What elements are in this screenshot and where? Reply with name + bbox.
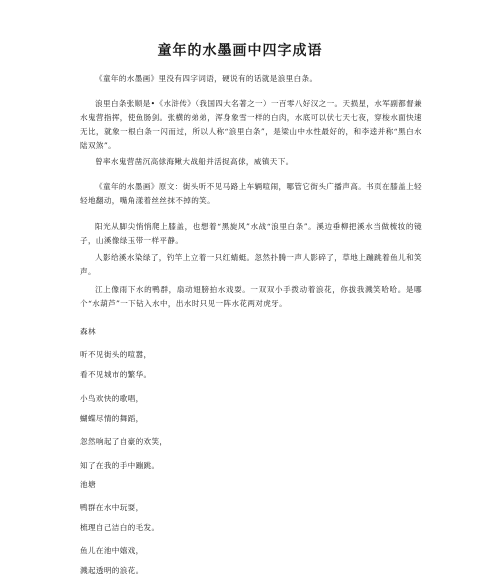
poem-line: 忽然响起了自豪的欢笑， [80, 437, 168, 446]
paragraph-river: 江上像雨下水的鸭群，扇动翅膀拍水戏耍。一双双小手拨动着浪花，你拔我溅笑哈哈。是哪个“水葫芦”一下钻入水中，出水时只见一阵水花两对虎牙。 [80, 285, 422, 308]
poem-line: 溅起透明的浪花。 [80, 566, 144, 575]
poem-line: 蝴蝶尽情的舞蹈， [80, 414, 144, 423]
poem-line: 鸭群在水中玩耍， [80, 503, 144, 512]
poem-heading-pond: 池塘 [80, 480, 96, 489]
poem-line: 梳理自己洁白的毛发。 [80, 523, 160, 532]
poem-line: 看不见城市的繁华。 [80, 370, 152, 379]
poem-heading-forest: 森林 [80, 327, 96, 336]
paragraph-sunshine: 阳光从脚尖悄悄爬上膝盖，也想着“黑旋风”水战“浪里白条”。溪边垂柳把溪水当做梳妆的镜子，山溪像绿玉带一样平静。 [80, 222, 422, 245]
paragraph-zhangshun: 浪里白条张顺是•《水浒传》（我国四大名著之一）一百零八好汉之一。天损星，水军副都督兼水鬼营指挥，使鱼肠剑。张横的弟弟，浑身象雪一样的白肉，水底可以伏七天七夜，穿梭水面快速无比，就象一根白条一闪而过，所以人称“浪里白条”，是梁山中水性最好的，和李逵并称“黑白水陆双煞”。 [80, 99, 422, 150]
poem-line: 鱼儿在池中嬉戏， [80, 546, 144, 555]
poem-line: 小鸟欢快的歌唱， [80, 394, 144, 403]
paragraph-fishing: 人影给溪水染绿了，钓竿上立着一只红蜻蜓。忽然扑腾一声人影碎了，草地上蹦跳着鱼儿和笑声。 [80, 253, 422, 276]
paragraph-intro: 《童年的水墨画》里没有四字词语，硬说有的话就是浪里白条。 [95, 74, 318, 83]
poem-line: 知了在我的手中蹦跳。 [80, 461, 160, 470]
paragraph-gaoqiu: 曾率水鬼营凿沉高俅海鳅大战船并活捉高俅，威镇天下。 [95, 157, 294, 166]
page-title: 童年的水墨画中四字成语 [157, 43, 323, 59]
poem-line: 听不见街头的喧嚣， [80, 350, 152, 359]
paragraph-original-text: 《童年的水墨画》原文：街头听不见马路上车辆喧闹，哪管它街头广播声高。书页在膝盖上轻轻地翻动，嘴角漾着丝丝抹不掉的笑。 [80, 182, 422, 205]
